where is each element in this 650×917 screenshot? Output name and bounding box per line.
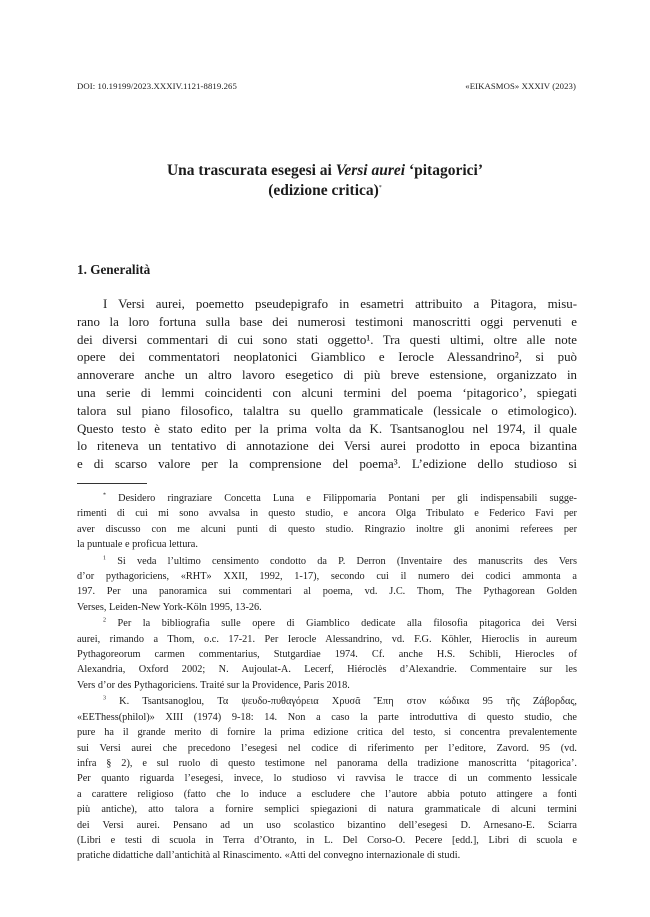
body-line: e di scarso valore per la comprensione del poema³. L’edizione dello studioso si [77, 457, 577, 472]
body-line: opere dei commentatori neoplatonici Giamblico e Ierocle Alessandrino², si può [77, 350, 577, 365]
title-footnote-mark: * [378, 184, 382, 191]
footnote-text: Per la bibliografia sulle opere di Giamblico dedicate alla filosofia pitagorica dei Versi [106, 618, 577, 630]
footnote-line: Verses, Leiden-New York-Köln 1995, 13-26. [77, 601, 262, 613]
footnote-line [77, 694, 577, 709]
footnote-line [77, 616, 577, 631]
doi-label: DOI: 10.19199/2023.XXXIV.1121-8819.265 [77, 81, 237, 91]
footnote-line: (Libri e testi di scuola in Terra d’Otranto, in L. Del Corso-O. Pecere [edd.], Libri di scuola e [77, 834, 577, 846]
footnote [77, 616, 577, 693]
body-line: I Versi aurei, poemetto pseudepigrafo in esametri attribuito a Pitagora, misu- [103, 297, 577, 311]
footnote-line: infra § 2), e sul ruolo di questo testimone nel panorama della tradizione manoscritta ‘pitagorica’. [77, 757, 577, 769]
footnotes [77, 491, 577, 865]
footnote-text: Si veda l’ultimo censimento condotto da P. Derron (Inventaire des manuscrits des Vers [106, 555, 577, 567]
footnote-line: rimenti di cui mi sono avvalsa in questo studio, e ancora Olga Tribulato e Federico Favi per [77, 508, 577, 520]
footnote-line: più antiche), atto talora a fornire semplici spiegazioni di natura grammaticale di alcuni termini [77, 804, 577, 816]
title-italic: Versi aurei [335, 162, 406, 179]
title-line-1 [60, 161, 590, 181]
article-title [60, 161, 590, 201]
footnote-rule [77, 483, 147, 484]
footnote-line: a carattere religioso (fatto che lo induce a escludere che l’autore abbia potuto attingere a fonti [77, 788, 577, 800]
journal-label: «EIKASMOS» XXXIV (2023) [465, 81, 576, 91]
footnote-mark: 3 [103, 695, 106, 702]
footnote-line: aver discusso con me alcuni punti di questo studio. Ringrazio inoltre gli anonimi referees per [77, 523, 577, 535]
title-line-2 [60, 181, 590, 201]
footnote-mark: 2 [103, 617, 106, 624]
footnote-line: pure ha il grande merito di fornire la prima edizione critica del testo, si concentra prevalentemente [77, 727, 577, 739]
footnote-line: 197. Per una panoramica sui commentari al poema, vd. J.C. Thom, The Pythagorean Golden [77, 586, 577, 598]
title-part-3: (edizione critica) [268, 182, 379, 199]
section-heading: 1. Generalità [77, 262, 151, 277]
body-text [77, 296, 577, 474]
footnote [77, 554, 577, 616]
footnote-line: d’or pythagoriciens, «RHT» XXII, 1992, 1-17), secondo cui il numero dei codici ammonta a [77, 571, 577, 583]
footnote-line: pratiche didattiche dall’antichità al Rinascimento. «Atti del convegno internazionale di studi. [77, 850, 461, 862]
body-line: dei diversi commentari di cui sono stati oggetto¹. Tra questi ultimi, oltre alle note [77, 332, 577, 347]
footnote-line: Vers d’or des Pythagoriciens. Traité sur la Providence, Paris 2018. [77, 679, 350, 691]
footnote-line: la puntuale e proficua lettura. [77, 539, 198, 551]
footnote-text: Desidero ringraziare Concetta Luna e Filippomaria Pontani per gli indispensabili sugge- [106, 493, 577, 504]
body-line: annoverare anche un altro lavoro esegetico di più breve estensione, organizzato in [77, 368, 577, 383]
title-part-1: Una trascurata esegesi ai [166, 162, 336, 179]
footnote-line: Pythagoreorum carmen commentarius, Stutgardiae 1974. Cf. anche H.S. Schibli, Hierocles of [77, 649, 577, 661]
body-line: lo riteneva un tentativo di annotazione dei Versi aurei prodotto in epoca bizantina [77, 439, 577, 454]
footnote-mark: * [103, 492, 106, 499]
title-part-2: ‘pitagorici’ [405, 162, 483, 179]
footnote-line: Per quanto riguarda l’esegesi, invece, lo studioso vi ravvisa le tracce di un commento lessicale [77, 773, 577, 785]
footnote-line: sui Versi aurei che precedono l’esegesi nel codice di riferimento per l’editore, Zavord. 95 (vd. [77, 742, 577, 754]
footnote-line: «EEThess(philol)» XIII (1974) 9-18: 14. Non a caso la parte introduttiva di questo studio, che [77, 711, 577, 723]
footnote-line [77, 554, 577, 569]
footnote [77, 694, 577, 863]
footnote-line: dei Versi aurei. Pensano ad un uso scolastico bizantino dell’esegesi D. Arnesano-E. Sciarra [77, 819, 577, 831]
footnote-text: K. Tsantsanoglou, Τα ψευδο-πυθαγόρεια Χρυσᾶ Ἔπη στον κώδικα 95 τῆς Ζάβορδας, [106, 696, 577, 708]
body-line: talora sul piano filosofico, talaltra su quello grammaticale (lessicale o etimologico). [77, 403, 577, 418]
body-line: rano la loro fortuna sulla base dei numerosi testimoni manoscritti oggi pervenuti e [77, 314, 577, 329]
running-header [77, 81, 576, 91]
footnote-line [77, 491, 577, 506]
footnote-mark: 1 [103, 555, 106, 562]
footnote-line: aurei, rimando a Thom, o.c. 17-21. Per Ierocle Alessandrino, vd. F.G. Köhler, Hieroclis in aureum [77, 633, 577, 645]
footnote-line: Alexandria, Oxford 2002; N. Aujoulat-A. Lecerf, Hiéroclès d’Alexandrie. Commentaire sur les [77, 664, 577, 676]
footnote [77, 491, 577, 553]
body-line: una serie di lemmi coincidenti con alcuni termini del poema ‘pitagorico’, spiegati [77, 385, 577, 400]
body-line: Questo testo è stato edito per la prima volta da K. Tsantsanoglou nel 1974, il quale [77, 421, 577, 436]
